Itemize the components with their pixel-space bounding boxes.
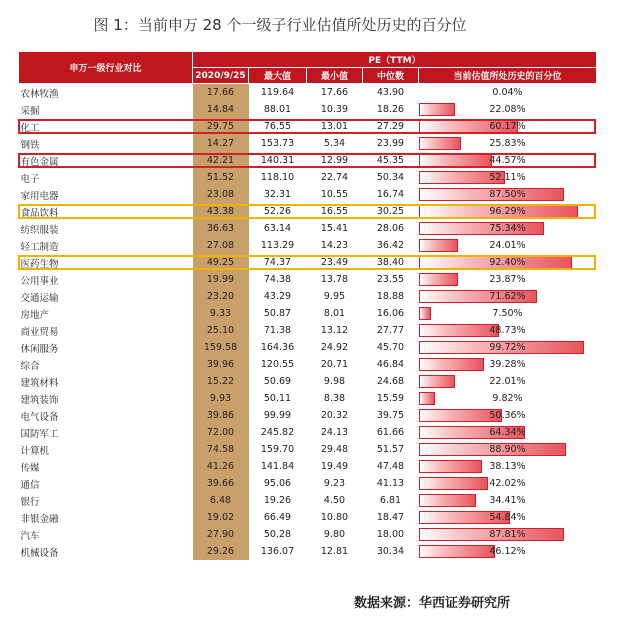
- percentile-cell: [419, 509, 597, 526]
- median-pe-cell: 39.75: [376, 410, 405, 421]
- percentile-cell: [419, 407, 597, 424]
- percentile-bar: [419, 154, 493, 167]
- median-pe-cell: 38.40: [376, 257, 405, 268]
- table-row: [19, 407, 597, 424]
- max-pe-cell: 71.38: [263, 325, 292, 336]
- industry-cell: 计算机: [20, 445, 50, 457]
- table-body: [19, 84, 597, 561]
- percentile-cell: [419, 322, 597, 339]
- median-pe-cell: 36.42: [376, 240, 405, 251]
- median-pe-cell: 51.57: [376, 444, 405, 455]
- percentile-label: 48.73%: [489, 325, 526, 336]
- header-date: 2020/9/25: [193, 68, 249, 84]
- pe-valuation-table: [18, 51, 597, 560]
- percentile-label: 23.87%: [489, 274, 526, 285]
- industry-cell: 传媒: [20, 462, 40, 474]
- max-pe-cell: 141.84: [260, 461, 295, 472]
- current-pe-cell: 159.58: [193, 339, 249, 356]
- percentile-cell: [419, 118, 597, 135]
- percentile-label: 60.17%: [489, 121, 526, 132]
- figure-title: 图 1：当前申万 28 个一级子行业估值所处历史的百分位: [93, 16, 467, 34]
- min-pe-cell: 20.32: [320, 410, 349, 421]
- median-pe-cell: 45.35: [376, 155, 405, 166]
- current-pe-cell: 27.08: [193, 237, 249, 254]
- min-pe-cell: 13.01: [320, 121, 349, 132]
- table-row: [19, 509, 597, 526]
- median-pe-cell: 16.06: [376, 308, 405, 319]
- max-pe-cell: 140.31: [260, 155, 295, 166]
- min-pe-cell: 24.13: [320, 427, 349, 438]
- percentile-cell: [419, 458, 597, 475]
- industry-cell: 家用电器: [20, 190, 59, 202]
- median-pe-cell: 27.77: [376, 325, 405, 336]
- table-row: [19, 84, 597, 102]
- max-pe-cell: 119.64: [260, 87, 295, 98]
- industry-cell: 化工: [20, 122, 40, 134]
- industry-cell: 银行: [20, 496, 40, 508]
- header-median: 中位数: [363, 68, 419, 84]
- median-pe-cell: 50.34: [376, 172, 405, 183]
- min-pe-cell: 10.55: [320, 189, 349, 200]
- min-pe-cell: 20.71: [320, 359, 349, 370]
- max-pe-cell: 245.82: [260, 427, 295, 438]
- table-row: [19, 373, 597, 390]
- min-pe-cell: 19.49: [320, 461, 349, 472]
- percentile-label: 92.40%: [489, 257, 526, 268]
- percentile-label: 46.12%: [489, 546, 526, 557]
- industry-cell: 农林牧渔: [20, 88, 59, 100]
- current-pe-cell: 49.25: [193, 254, 249, 271]
- table-row: [19, 492, 597, 509]
- median-pe-cell: 30.34: [376, 546, 405, 557]
- table-row: [19, 220, 597, 237]
- current-pe-cell: 36.63: [193, 220, 249, 237]
- max-pe-cell: 50.69: [263, 376, 292, 387]
- percentile-cell: [419, 492, 597, 509]
- industry-cell: 通信: [20, 479, 40, 491]
- industry-cell: 汽车: [20, 530, 40, 542]
- percentile-cell: [419, 356, 597, 373]
- median-pe-cell: 23.55: [376, 274, 405, 285]
- percentile-cell: [419, 203, 597, 220]
- median-pe-cell: 46.84: [376, 359, 405, 370]
- min-pe-cell: 12.81: [320, 546, 349, 557]
- min-pe-cell: 5.34: [323, 138, 346, 149]
- industry-cell: 食品饮料: [20, 207, 59, 219]
- table-row: [19, 203, 597, 220]
- current-pe-cell: 41.26: [193, 458, 249, 475]
- median-pe-cell: 45.70: [376, 342, 405, 353]
- min-pe-cell: 15.41: [320, 223, 349, 234]
- industry-cell: 钢铁: [20, 139, 40, 151]
- current-pe-cell: 42.21: [193, 152, 249, 169]
- max-pe-cell: 63.14: [263, 223, 292, 234]
- median-pe-cell: 47.48: [376, 461, 405, 472]
- percentile-bar: [419, 137, 462, 150]
- min-pe-cell: 9.98: [323, 376, 346, 387]
- min-pe-cell: 8.38: [323, 393, 346, 404]
- current-pe-cell: 25.10: [193, 322, 249, 339]
- current-pe-cell: 29.75: [193, 118, 249, 135]
- current-pe-cell: 74.58: [193, 441, 249, 458]
- industry-cell: 机械设备: [20, 547, 59, 559]
- percentile-cell: [419, 84, 597, 102]
- industry-cell: 综合: [20, 360, 40, 372]
- current-pe-cell: 9.33: [193, 305, 249, 322]
- percentile-bar: [419, 358, 484, 371]
- min-pe-cell: 10.39: [320, 104, 349, 115]
- max-pe-cell: 153.73: [260, 138, 295, 149]
- percentile-cell: [419, 305, 597, 322]
- table-row: [19, 152, 597, 169]
- median-pe-cell: 28.06: [376, 223, 405, 234]
- min-pe-cell: 10.80: [320, 512, 349, 523]
- max-pe-cell: 76.55: [263, 121, 292, 132]
- percentile-cell: [419, 237, 597, 254]
- current-pe-cell: 39.96: [193, 356, 249, 373]
- max-pe-cell: 43.29: [263, 291, 292, 302]
- percentile-label: 87.50%: [489, 189, 526, 200]
- percentile-label: 52.11%: [489, 172, 526, 183]
- min-pe-cell: 29.48: [320, 444, 349, 455]
- table-row: [19, 271, 597, 288]
- max-pe-cell: 50.87: [263, 308, 292, 319]
- industry-cell: 国防军工: [20, 428, 59, 440]
- max-pe-cell: 52.26: [263, 206, 292, 217]
- percentile-cell: [419, 169, 597, 186]
- max-pe-cell: 74.38: [263, 274, 292, 285]
- min-pe-cell: 22.74: [320, 172, 349, 183]
- median-pe-cell: 61.66: [376, 427, 405, 438]
- current-pe-cell: 39.86: [193, 407, 249, 424]
- percentile-label: 34.41%: [489, 495, 526, 506]
- percentile-bar: [419, 307, 431, 320]
- current-pe-cell: 15.22: [193, 373, 249, 390]
- percentile-cell: [419, 288, 597, 305]
- percentile-label: 87.81%: [489, 529, 526, 540]
- percentile-label: 75.34%: [489, 223, 526, 234]
- min-pe-cell: 9.95: [323, 291, 346, 302]
- median-pe-cell: 43.90: [376, 87, 405, 98]
- median-pe-cell: 16.74: [376, 189, 405, 200]
- current-pe-cell: 51.52: [193, 169, 249, 186]
- percentile-label: 22.01%: [489, 376, 526, 387]
- max-pe-cell: 159.70: [260, 444, 295, 455]
- max-pe-cell: 19.26: [263, 495, 292, 506]
- max-pe-cell: 88.01: [263, 104, 292, 115]
- industry-cell: 电气设备: [20, 411, 59, 423]
- percentile-bar: [419, 392, 435, 405]
- percentile-label: 24.01%: [489, 240, 526, 251]
- header-pe-group: PE（TTM）: [193, 52, 597, 68]
- table-row: [19, 390, 597, 407]
- median-pe-cell: 18.88: [376, 291, 405, 302]
- current-pe-cell: 14.84: [193, 101, 249, 118]
- current-pe-cell: 19.02: [193, 509, 249, 526]
- min-pe-cell: 24.92: [320, 342, 349, 353]
- min-pe-cell: 13.78: [320, 274, 349, 285]
- min-pe-cell: 8.01: [323, 308, 346, 319]
- max-pe-cell: 32.31: [263, 189, 292, 200]
- median-pe-cell: 18.47: [376, 512, 405, 523]
- current-pe-cell: 9.93: [193, 390, 249, 407]
- header-min: 最小值: [307, 68, 363, 84]
- median-pe-cell: 18.00: [376, 529, 405, 540]
- current-pe-cell: 27.90: [193, 526, 249, 543]
- industry-cell: 非银金融: [20, 513, 59, 525]
- min-pe-cell: 9.80: [323, 529, 346, 540]
- table-row: [19, 475, 597, 492]
- percentile-bar: [419, 545, 496, 558]
- industry-cell: 医药生物: [20, 258, 59, 270]
- max-pe-cell: 118.10: [260, 172, 295, 183]
- table-row: [19, 288, 597, 305]
- median-pe-cell: 41.13: [376, 478, 405, 489]
- header-max: 最大值: [249, 68, 307, 84]
- table-row: [19, 526, 597, 543]
- median-pe-cell: 6.81: [379, 495, 402, 506]
- median-pe-cell: 24.68: [376, 376, 405, 387]
- percentile-bar: [419, 103, 456, 116]
- percentile-label: 71.62%: [489, 291, 526, 302]
- percentile-label: 7.50%: [492, 308, 523, 319]
- percentile-label: 25.83%: [489, 138, 526, 149]
- min-pe-cell: 12.99: [320, 155, 349, 166]
- percentile-label: 64.34%: [489, 427, 526, 438]
- percentile-cell: [419, 135, 597, 152]
- max-pe-cell: 50.11: [263, 393, 292, 404]
- current-pe-cell: 23.20: [193, 288, 249, 305]
- min-pe-cell: 16.55: [320, 206, 349, 217]
- percentile-bar: [419, 375, 456, 388]
- percentile-cell: [419, 424, 597, 441]
- percentile-label: 96.29%: [489, 206, 526, 217]
- industry-cell: 采掘: [20, 105, 40, 117]
- data-source: 数据来源：华西证券研究所: [354, 596, 511, 611]
- percentile-cell: [419, 390, 597, 407]
- current-pe-cell: 23.08: [193, 186, 249, 203]
- percentile-cell: [419, 373, 597, 390]
- min-pe-cell: 4.50: [323, 495, 346, 506]
- table-row: [19, 135, 597, 152]
- percentile-bar: [419, 273, 459, 286]
- max-pe-cell: 50.28: [263, 529, 292, 540]
- header-industry: 申万一级行业对比: [19, 52, 193, 84]
- percentile-label: 50.36%: [489, 410, 526, 421]
- percentile-label: 39.28%: [489, 359, 526, 370]
- table-row: [19, 118, 597, 135]
- max-pe-cell: 120.55: [260, 359, 295, 370]
- percentile-cell: [419, 543, 597, 560]
- percentile-cell: [419, 339, 597, 356]
- percentile-label: 22.08%: [489, 104, 526, 115]
- industry-cell: 交通运输: [20, 292, 59, 304]
- median-pe-cell: 18.26: [376, 104, 405, 115]
- min-pe-cell: 13.12: [320, 325, 349, 336]
- table-row: [19, 339, 597, 356]
- max-pe-cell: 136.07: [260, 546, 295, 557]
- current-pe-cell: 43.38: [193, 203, 249, 220]
- percentile-label: 0.04%: [492, 87, 523, 98]
- table-row: [19, 169, 597, 186]
- percentile-cell: [419, 152, 597, 169]
- percentile-cell: [419, 475, 597, 492]
- table-row: [19, 186, 597, 203]
- table-row: [19, 441, 597, 458]
- current-pe-cell: 72.00: [193, 424, 249, 441]
- table-row: [19, 543, 597, 560]
- min-pe-cell: 23.49: [320, 257, 349, 268]
- max-pe-cell: 95.06: [263, 478, 292, 489]
- median-pe-cell: 30.25: [376, 206, 405, 217]
- percentile-cell: [419, 254, 597, 271]
- percentile-bar: [419, 494, 476, 507]
- max-pe-cell: 74.37: [263, 257, 292, 268]
- table-row: [19, 356, 597, 373]
- percentile-bar: [419, 239, 459, 252]
- industry-cell: 有色金属: [20, 156, 59, 168]
- max-pe-cell: 66.49: [263, 512, 292, 523]
- min-pe-cell: 14.23: [320, 240, 349, 251]
- industry-cell: 电子: [20, 173, 40, 185]
- percentile-cell: [419, 101, 597, 118]
- percentile-bar: [419, 460, 482, 473]
- max-pe-cell: 113.29: [260, 240, 295, 251]
- percentile-cell: [419, 186, 597, 203]
- percentile-label: 88.90%: [489, 444, 526, 455]
- table-row: [19, 458, 597, 475]
- industry-cell: 休闲服务: [20, 343, 59, 355]
- table-row: [19, 101, 597, 118]
- current-pe-cell: 29.26: [193, 543, 249, 560]
- table-row: [19, 305, 597, 322]
- header-percentile: 当前估值所处历史的百分位: [419, 68, 597, 84]
- table-row: [19, 424, 597, 441]
- max-pe-cell: 99.99: [263, 410, 292, 421]
- industry-cell: 纺织服装: [20, 224, 59, 236]
- median-pe-cell: 23.99: [376, 138, 405, 149]
- percentile-label: 38.13%: [489, 461, 526, 472]
- percentile-label: 99.72%: [489, 342, 526, 353]
- percentile-bar: [419, 324, 500, 337]
- industry-cell: 商业贸易: [20, 326, 59, 338]
- current-pe-cell: 6.48: [193, 492, 249, 509]
- min-pe-cell: 17.66: [320, 87, 349, 98]
- percentile-label: 42.02%: [489, 478, 526, 489]
- percentile-cell: [419, 441, 597, 458]
- percentile-cell: [419, 271, 597, 288]
- median-pe-cell: 27.29: [376, 121, 405, 132]
- max-pe-cell: 164.36: [260, 342, 295, 353]
- industry-cell: 轻工制造: [20, 241, 59, 253]
- table-row: [19, 254, 597, 271]
- current-pe-cell: 19.99: [193, 271, 249, 288]
- current-pe-cell: 39.66: [193, 475, 249, 492]
- percentile-label: 44.57%: [489, 155, 526, 166]
- percentile-cell: [419, 220, 597, 237]
- industry-cell: 公用事业: [20, 275, 59, 287]
- percentile-label: 9.82%: [492, 393, 523, 404]
- industry-cell: 建筑装饰: [20, 394, 59, 406]
- industry-cell: 建筑材料: [20, 377, 59, 389]
- table-row: [19, 322, 597, 339]
- current-pe-cell: 14.27: [193, 135, 249, 152]
- percentile-bar: [419, 477, 489, 490]
- min-pe-cell: 9.23: [323, 478, 346, 489]
- percentile-label: 54.84%: [489, 512, 526, 523]
- current-pe-cell: 17.66: [193, 84, 249, 102]
- industry-cell: 房地产: [20, 309, 50, 321]
- table-row: [19, 237, 597, 254]
- median-pe-cell: 15.59: [376, 393, 405, 404]
- percentile-cell: [419, 526, 597, 543]
